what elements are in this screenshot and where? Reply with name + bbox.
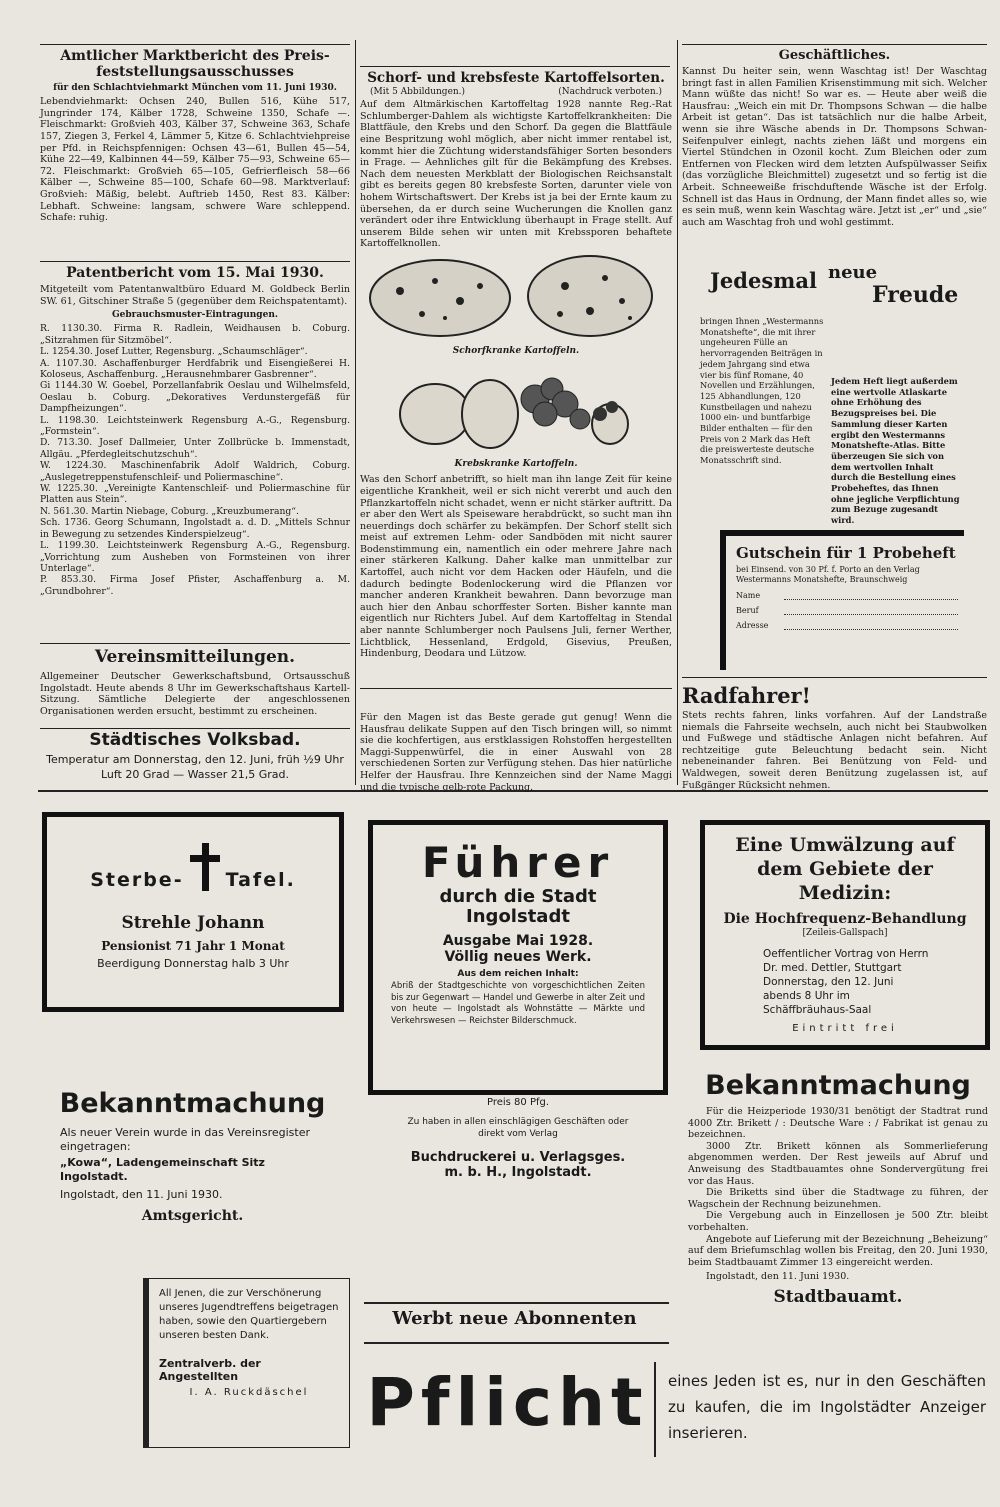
coupon-address-label: Adresse — [736, 621, 769, 630]
patent-entry: R. 1130.30. Firma R. Radlein, Weidhausen b. Coburg. „Sitzrahmen für Sitzmöbel“. — [40, 323, 350, 346]
cyclist-notice-body: Stets rechts fahren, links vorfahren. Auf der Landstraße niemals die Fahrseite wechseln, auch nicht bei Staubwolken und Fußwege und städtische Anlagen nicht befahren. Auf rechtzeitige gute Beleuchtung bedacht sein. Nicht nebeneinander fahren. Bei Benützung von Feld- und Waldwegen, soweit deren Benützung zugelassen ist, auf Fußgänger Rücksicht nehmen. — [682, 710, 987, 791]
potato-article-body2: Was den Schorf anbetrifft, so hielt man ihn lange Zeit für keine eigentliche Krankheit, weil er sich nicht vererbt und auch den Pflanzkartoffeln nicht schadet, wenn er nicht stärker auftritt. Da er aber den Wert als Speiseware herabdrückt, so sucht man ihn neuerdings doch schärfer zu bekämpfen. Der Schorf stellt sich meist auf extremen Lehm- oder Sandböden mit nicht saurer Bodenstimmung ein, namentlich ein oder mehrere Jahre nach einer stärkeren Kalkung. Daher kalke man unmittelbar zur Kartoffel, auch nicht vor dem Hacken oder Häufeln, und die dadurch bedingte Bodenlockerung wird die Pflanzen vor mancher anderen Krankheit bewahren. Dann bevorzuge man auch hier den Anbau schorffester Sorten. Bisher kannte man eigentlich nur Richters Jubel. Auf dem Kartoffeltag in Stendal aber nannte Schlumberger noch Paulsens Juli, ferner Werther, Lichtblick, Hessenland, Erdgold, Gisevius, Preußen, Hindenburg, Deodara und Lützow. — [360, 474, 672, 660]
horizontal-rule-top-right — [682, 44, 987, 45]
city-guide-sub1: durch die Stadt — [439, 886, 597, 907]
city-guide-price: Preis 80 Pfg. — [486, 1097, 550, 1108]
city-building-p3: Die Briketts sind über die Stadtwage zu führen, der Wagschein der Rechnung beizunehmen. — [688, 1187, 988, 1210]
city-building-p1: Für die Heizperiode 1930/31 benötigt der Stadtrat rund 4000 Ztr. Brikett / : Deutsche Ware : / Fabrikat ist genau zu bezeichnen. — [688, 1106, 988, 1141]
westermann-headline-1: Jedesmal — [710, 268, 817, 293]
bath-notice-line2: Luft 20 Grad — Wasser 21,5 Grad. — [100, 768, 290, 781]
court-announcement-date: Ingolstadt, den 11. Juni 1930. — [60, 1188, 223, 1201]
patent-entry-list — [40, 323, 350, 597]
coupon-address-field[interactable] — [784, 621, 958, 630]
divider — [40, 643, 350, 644]
business-notice-body: Kannst Du heiter sein, wenn Waschtag ist! Der Waschtag bringt fast in allen Familien Krisenstimmung mit sich. Welcher Mann wüßte das nicht! So war es. — Heute aber weiß die Hausfrau: „Weich ein mit Dr. Thompsons Schwan — die halbe Arbeit ist getan“. Das ist tatsächlich nur die halbe Arbeit, wenn sie ihre Wäsche abends in Dr. Thompsons Schwan-Seifenpulver einlegt, nachts ziehen läßt und morgens ein Viertel Stündchen in Ozonil kocht. Zum Bleichen oder zum Entfernen von Flecken wird dem letzten Aufspülwasser Seifix (das vorzügliche Bleichmittel) zugesetzt und so fertig ist die Arbeit. Schneeweiße frischduftende Wäsche ist der Erfolg. Schnell ist das Haus in Ordnung, der Mann findet alles so, wie es sein muß, wenn kein Waschtag wäre. Jetzt ist „er“ und „sie“ auch am Waschtag froh und wohl gestimmt. — [682, 66, 987, 228]
duty-banner-body: eines Jeden ist es, nur in den Geschäften zu kaufen, die im Ingolstädter Anzeiger inserieren. — [668, 1372, 986, 1442]
divider — [40, 261, 350, 262]
death-notice-line1: Pensionist 71 Jahr 1 Monat — [101, 939, 285, 953]
bath-notice-title: Städtisches Volksbad. — [89, 730, 301, 750]
city-guide-footer — [368, 1095, 668, 1210]
medicine-sub2: [Zeileis-Gallspach] — [802, 928, 888, 938]
horizontal-rule-top — [40, 44, 350, 45]
patent-entry: W. 1224.30. Maschinenfabrik Adolf Waldrich, Coburg. „Auslegetreppenstufenschleif- und Poliermaschine“. — [40, 460, 350, 483]
cyclist-notice-title: Radfahrer! — [682, 683, 811, 708]
city-guide-content-head: Aus dem reichen Inhalt: — [457, 969, 579, 979]
duty-banner-title: Pflicht — [366, 1364, 649, 1441]
medicine-entry: Eintritt frei — [792, 1023, 898, 1035]
patent-entry: D. 713.30. Josef Dallmeier, Unter Zollbrücke b. Immenstadt, Allgäu. „Pferdegleitschutzschuh“. — [40, 437, 350, 460]
patent-entry: L. 1198.30. Leichtsteinwerk Regensburg A.-G., Regensburg. „Formstein“. — [40, 414, 350, 438]
potato-article-body1: Auf dem Altmärkischen Kartoffeltag 1928 nannte Reg.-Rat Schlumberger-Dahlem als wichtigste Kartoffelkrankheiten: Die Blattfäule, den Krebs und den Schorf. Da gegen die Blattfäule eine Bespritzung wohl möglich, aber nicht immer rentabel ist, kommt hier die Züchtung widerstandsfähiger Sorten besonders in Frage. — Aehnliches gilt für die Bekämpfung des Krebses. Nach dem neuesten Merkblatt der Biologischen Reichsanstalt gibt es bereits gegen 80 krebsfeste Sorten, darunter viele von hohem Wirtschaftswert. Der Krebs ist ja bei der Ernte kaum zu übersehen, da er durch seine Wucherungen die Knollen ganz verändert oder ihre Entwicklung überhaupt in Frage stellt. Auf unserem Bilde sehen wir unten mit Krebssporen behaftete Kartoffelknollen. — [360, 99, 672, 250]
maggi-notice — [360, 712, 672, 793]
potato-caption-scab: Schorfkranke Kartoffeln. — [452, 345, 580, 356]
thanks-notice — [143, 1278, 350, 1448]
westermann-coupon-text: bei Einsend. von 30 Pf. f. Porto an den Verlag Westermanns Monatshefte, Braunschweig — [736, 565, 920, 584]
city-guide-ad — [368, 820, 668, 1095]
city-building-p4: Die Vergebung auch in Einzellosen je 500 Ztr. bleibt vorbehalten. — [688, 1210, 988, 1233]
death-notice-title-left: Sterbe- — [90, 869, 184, 891]
cyclist-notice — [682, 683, 987, 791]
city-building-p5: Angebote auf Lieferung mit der Bezeichnung „Beheizung“ auf dem Briefumschlag wollen bis Freitag, den 20. Juni 1930, beim Stadtbauamt Zimmer 13 eingereicht werden. — [688, 1233, 988, 1268]
column-rule-right — [677, 40, 678, 785]
city-guide-new: Völlig neues Werk. — [444, 949, 592, 965]
patent-entry: P. 853.30. Firma Josef Pfister, Aschaffenburg a. M. „Grundbohrer“. — [40, 574, 350, 597]
market-report-body: Lebendviehmarkt: Ochsen 240, Bullen 516, Kühe 517, Jungrinder 174, Kälber 1728, Schweine 1350, Schafe —. Fleischmarkt: Großvieh 403, Kälber 37, Schweine 363, Schafe 157, Ziegen 3, Ferkel 4, Lämmer 5, Kitze 6. Schlachtviehpreise per Pfd. in Reichspfennigen: Ochsen 43—61, Bullen 45—54, Kühe 22—49, Kalbinnen 44—59, Kälber 75—93, Schweine 65—72. Fleischmarkt: Großvieh 65—105, Gefrierfleisch 58—66 Kälber —, Schweine 85—100, Schafe 60—98. Marktverlauf: Großvieh: Mäßig, belebt. Auftrieb 1450, Rest 83. Kälber: Lebhaft. Schweine: langsam, schwere Ware schleppend. Schafe: ruhig. — [40, 96, 350, 224]
court-announcement-name: „Kowa“, Ladengemeinschaft Sitz Ingolstadt. — [60, 1156, 265, 1183]
medicine-title2: dem Gebiete der Medizin: — [757, 858, 933, 904]
maggi-notice-body: Für den Magen ist das Beste gerade gut genug! Wenn die Hausfrau delikate Suppen auf den Tisch bringen will, so nimmt sie die kochfertigen, aus erstklassigen Rohstoffen hergestellten Maggi-Suppenwürfel, die in einer Auswahl von 28 verschiedenen Sorten zur Verfügung stehen. Das hier natürliche Helfer der Hausfrau. Ihre Kennzeichen sind der Name Maggi und die typische gelb-rote Packung. — [360, 712, 672, 793]
death-notice-line2: Beerdigung Donnerstag halb 3 Uhr — [97, 957, 289, 970]
club-notices — [40, 647, 350, 727]
duty-banner — [360, 1355, 655, 1470]
city-guide-content: Abriß der Stadtgeschichte von vorgeschichtlichen Zeiten bis zur Gegenwart — Handel und Gewerbe in alter Zeit und von heute — Ingolstadt als Wohnstätte — Märkte und Verkehrswesen — Reichster Bilderschmuck. — [391, 981, 645, 1026]
potato-article-figure-note: (Mit 5 Abbildungen.) — [370, 87, 466, 97]
subscriber-banner-title: Werbt neue Abonnenten — [392, 1308, 637, 1329]
potato-caption-canker: Krebskranke Kartoffeln. — [454, 459, 578, 470]
medicine-body: Oeffentlicher Vortrag von Herrn Dr. med. Dettler, Stuttgart Donnerstag, den 12. Juni abends 8 Uhr im Schäffbräuhaus-Saal — [763, 948, 929, 1017]
business-notice-title: Geschäftliches. — [778, 48, 891, 63]
coupon-profession-field[interactable] — [784, 606, 958, 615]
duty-banner-text — [668, 1368, 986, 1463]
divider — [364, 1302, 669, 1304]
death-notice-title-right: Tafel. — [225, 869, 296, 891]
patent-entry: Gi 1144.30 W. Goebel, Porzellanfabrik Oeslau und Wilhelmsfeld, Oeslau b. Coburg. „Dekoratives Verdunstergefäß für Dampfheizungen“. — [40, 380, 350, 415]
coupon-name-field[interactable] — [784, 591, 958, 600]
court-announcement-title: Bekanntmachung — [59, 1088, 326, 1119]
club-notices-body: Allgemeiner Deutscher Gewerkschaftsbund, Ortsausschuß Ingolstadt. Heute abends 8 Uhr im Gewerkschaftshaus Kartell-Sitzung. Sämtliche Delegierte der angeschlossenen Organisationen werden ersucht, bestimmt zu erscheinen. — [40, 671, 350, 717]
city-building-announcement — [688, 1070, 988, 1355]
medicine-lecture-ad — [700, 820, 990, 1050]
death-notice-name: Strehle Johann — [121, 913, 265, 933]
patent-entry: L. 1199.30. Leichtsteinwerk Regensburg A.-G., Regensburg. „Vorrichtung zum Ausheben von Formsteinen von ihrer Unterlage“. — [40, 540, 350, 574]
westermann-headline-2: neue — [828, 262, 878, 283]
divider — [360, 688, 672, 689]
patent-entry: W. 1225.30. „Vereinigte Kantenschleif- und Poliermaschine für Platten aus Stein“. — [40, 483, 350, 506]
patent-entry: L. 1254.30. Josef Lutter, Regensburg. „Schaumschläger“. — [40, 346, 308, 358]
westermann-coupon — [720, 530, 964, 670]
city-guide-sub2: Ingolstadt — [466, 906, 570, 927]
horizontal-rule-top-mid — [360, 66, 670, 67]
divider — [682, 677, 987, 678]
patent-report — [40, 265, 350, 640]
city-guide-title: Führer — [421, 838, 615, 887]
bath-notice-line1: Temperatur am Donnerstag, den 12. Juni, früh ½9 Uhr — [46, 753, 344, 766]
divider — [40, 728, 350, 729]
potato-article-copyright-note: (Nachdruck verboten.) — [558, 87, 662, 97]
scab-potato-illustration — [360, 256, 672, 346]
market-report-subtitle: für den Schlachtviehmarkt München vom 11. Juni 1930. — [53, 83, 337, 93]
death-notice — [42, 812, 344, 1012]
westermann-coupon-title: Gutschein für 1 Probeheft — [736, 544, 956, 562]
city-building-title: Bekanntmachung — [705, 1070, 971, 1101]
coupon-profession-label: Beruf — [736, 606, 759, 615]
potato-article — [360, 70, 672, 680]
city-building-date: Ingolstadt, den 11. Juni 1930. — [706, 1271, 850, 1283]
city-building-p2: 3000 Ztr. Brikett können als Sommerlieferung abgenommen werden. Der Rest jeweils auf Abruf und Anweisung des Stadtbauamtes ohne Sondervergütung frei vor das Haus. — [688, 1140, 988, 1187]
patent-report-intro: Mitgeteilt vom Patentanwaltbüro Eduard M. Goldbeck Berlin SW. 61, Gitschiner Straße 5 (gegenüber dem Reichspatentamt). — [40, 284, 350, 307]
medicine-subtitle: Die Hochfrequenz-Behandlung — [723, 911, 967, 927]
cross-icon — [190, 843, 220, 891]
patent-report-title: Patentbericht vom 15. Mai 1930. — [66, 265, 324, 281]
city-building-sign: Stadtbauamt. — [773, 1286, 903, 1307]
potato-article-title: Schorf- und krebsfeste Kartoffelsorten. — [367, 70, 665, 86]
patent-entry: Sch. 1736. Georg Schumann, Ingolstadt a. d. D. „Mittels Schnur in Bewegung zu setzendes Kinderspielzeug“. — [40, 517, 350, 540]
westermann-left-text: bringen Ihnen „Westermanns Monatshefte“, die mit ihrer ungeheuren Fülle an hervorragenden Beiträgen in jedem Jahrgang sind etwa vier bis fünf Romane, 40 Novellen und Erzählungen, 125 Abhandlungen, 120 Kunstbeilagen und nahezu 1000 ein- und buntfarbige Bilder enthalten — für den Preis von 2 Mark das Heft die preiswerteste deutsche Monatsschrift sind. — [700, 316, 824, 466]
club-notices-title: Vereinsmitteilungen. — [94, 647, 296, 667]
court-announcement-sign: Amtsgericht. — [141, 1208, 244, 1224]
column-rule-left — [355, 40, 356, 785]
subscriber-banner — [362, 1305, 667, 1339]
divider — [364, 1342, 669, 1344]
market-report-title: Amtlicher Marktbericht des Preis- feststellungsausschusses — [60, 48, 330, 80]
thanks-notice-sign2: I. A. Ruckdäschel — [189, 1387, 309, 1398]
city-guide-publisher1: Buchdruckerei u. Verlagsges. — [410, 1150, 626, 1165]
westermann-headline-3: Freude — [872, 282, 959, 308]
westermann-ad — [700, 262, 970, 672]
medicine-title1: Eine Umwälzung auf — [735, 834, 955, 856]
thanks-notice-body: All Jenen, die zur Verschönerung unseres Jugendtreffens beigetragen haben, sowie den Quartiergebern unseren besten Dank. — [159, 1288, 339, 1341]
thanks-notice-sign: Zentralverb. der Angestellten — [159, 1357, 261, 1383]
bath-notice — [40, 730, 350, 786]
patent-entry: A. 1107.30. Aschaffenburger Herdfabrik und Eisengießerei H. Koloseus, Aschaffenburg. „Herausnehmbarer Gasbrenner“. — [40, 357, 350, 381]
patent-report-subhead: Gebrauchsmuster-Eintragungen. — [111, 310, 279, 321]
city-guide-edition: Ausgabe Mai 1928. — [442, 933, 594, 949]
patent-entry: N. 561.30. Martin Niebage, Coburg. „Kreuzbumerang“. — [40, 505, 299, 517]
westermann-right-text: Jedem Heft liegt außerdem eine wertvolle Atlaskarte ohne Erhöhung des Bezugspreises bei. Die Sammlung dieser Karten ergibt den Westermanns Monatshefte-Atlas. Bitte überzeugen Sie sich von dem wertvollen Inhalt durch die Bestellung eines Probeheftes, das Ihnen ohne jegliche Verpflichtung zum Bezuge zugesandt wird. — [831, 376, 960, 526]
coupon-name-label: Name — [736, 591, 761, 600]
city-guide-publisher2: m. b. H., Ingolstadt. — [444, 1165, 592, 1180]
market-report — [40, 48, 350, 258]
court-announcement-body: Als neuer Verein wurde in das Vereinsregister eingetragen: — [60, 1126, 311, 1153]
court-announcement — [40, 1088, 345, 1238]
city-guide-availability: Zu haben in allen einschlägigen Geschäften oder direkt vom Verlag — [407, 1117, 629, 1139]
business-notice — [682, 48, 987, 248]
canker-potato-illustration — [360, 359, 672, 459]
